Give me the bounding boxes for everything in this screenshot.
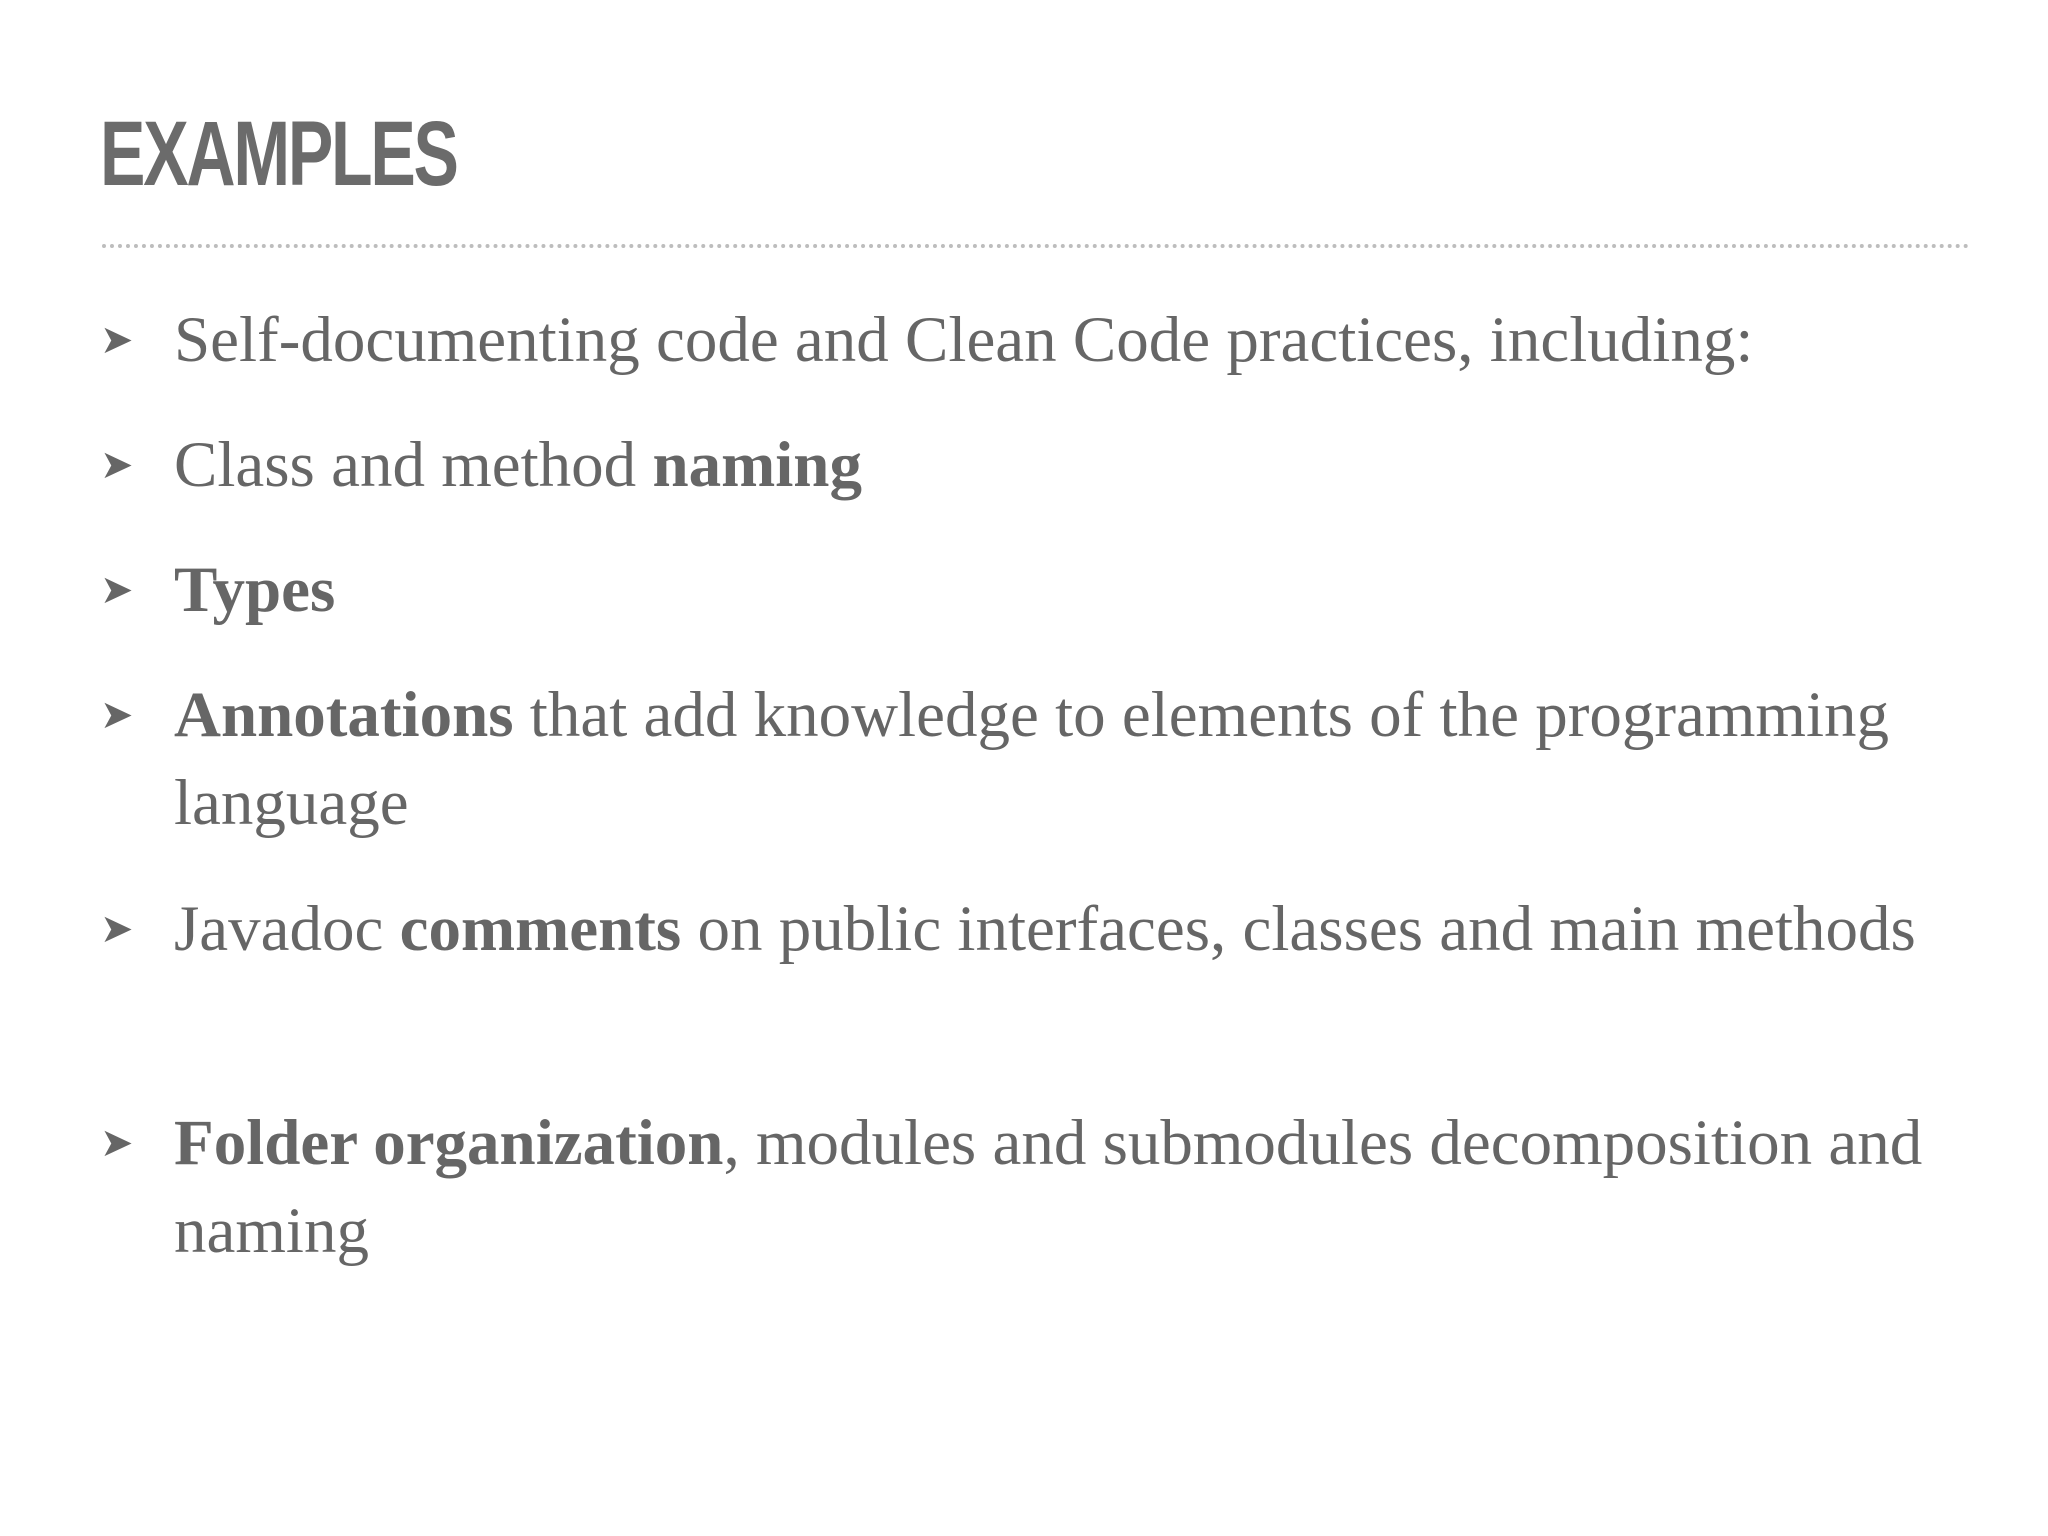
bullet-text xyxy=(174,1099,1954,1275)
arrow-bullet-icon: ➤ xyxy=(100,442,134,488)
arrow-bullet-icon: ➤ xyxy=(100,1120,134,1166)
bullet-text-bold: Types xyxy=(174,554,336,626)
bullet-text xyxy=(174,671,1954,847)
bullet-text-normal: that add knowledge to elements of the programming language xyxy=(174,679,1890,839)
arrow-bullet-icon: ➤ xyxy=(100,906,134,952)
bullet-text-normal: on public interfaces, classes and main methods xyxy=(681,893,1916,965)
bullet-text xyxy=(174,421,1954,509)
arrow-bullet-icon: ➤ xyxy=(100,567,134,613)
bullet-text-normal: , modules and submodules decomposition and naming xyxy=(174,1107,1923,1267)
bullet-text-normal: Javadoc xyxy=(174,893,400,965)
bullet-text-bold: naming xyxy=(652,429,862,501)
bullet-text-bold: Folder organization xyxy=(174,1107,724,1179)
bullet-text xyxy=(174,885,1954,973)
bullet-text-normal: Class and method xyxy=(174,429,653,501)
bullet-text-normal: Self-documenting code and Clean Code practices, including: xyxy=(174,304,1754,376)
arrow-bullet-icon: ➤ xyxy=(100,317,134,363)
slide-title: EXAMPLES xyxy=(100,103,457,205)
bullet-text xyxy=(174,296,1954,384)
arrow-bullet-icon: ➤ xyxy=(100,692,134,738)
bullet-text xyxy=(174,546,1954,634)
bullet-list xyxy=(100,0,1980,1536)
bullet-text-bold: comments xyxy=(399,893,682,965)
bullet-text-bold: Annotations xyxy=(174,679,514,751)
